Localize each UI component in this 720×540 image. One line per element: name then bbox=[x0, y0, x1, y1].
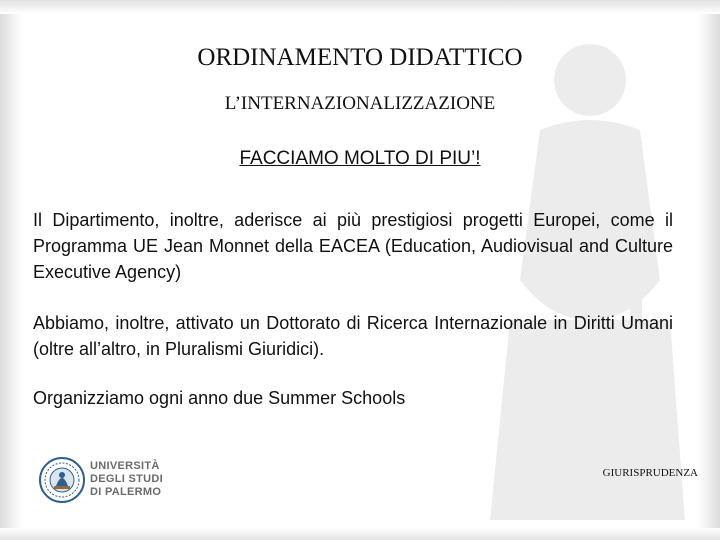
right-edge-shade bbox=[698, 0, 720, 540]
logo-line-2: DEGLI STUDI bbox=[90, 473, 163, 485]
left-edge-shade bbox=[0, 0, 22, 540]
slide-headline: FACCIAMO MOLTO DI PIU’! bbox=[239, 148, 481, 169]
bottom-edge-shade bbox=[0, 528, 720, 540]
paragraph-jean-monnet: Il Dipartimento, inoltre, aderisce ai più prestigiosi progetti Europei, come il Programma UE Jean Monnet della EACEA (Education, Audiovisual and Culture Executive Agency) bbox=[33, 210, 673, 282]
slide-title: ORDINAMENTO DIDATTICO bbox=[197, 44, 523, 71]
university-logo bbox=[38, 456, 238, 506]
top-edge-shade bbox=[0, 0, 720, 14]
paragraph-summer-schools: Organizziamo ogni anno due Summer Schools bbox=[33, 388, 406, 408]
slide-subtitle: L’INTERNAZIONALIZZAZIONE bbox=[224, 93, 496, 114]
paragraph-dottorato: Abbiamo, inoltre, attivato un Dottorato di Ricerca Internazionale in Diritti Umani (oltre all’altro, in Pluralismi Giuridici). bbox=[33, 313, 673, 359]
footer-label: GIURISPRUDENZA bbox=[602, 467, 698, 479]
university-name bbox=[90, 460, 163, 499]
logo-line-3: DI PALERMO bbox=[90, 486, 162, 498]
university-seal-icon bbox=[38, 456, 86, 504]
logo-line-1: UNIVERSITÀ bbox=[90, 460, 160, 472]
